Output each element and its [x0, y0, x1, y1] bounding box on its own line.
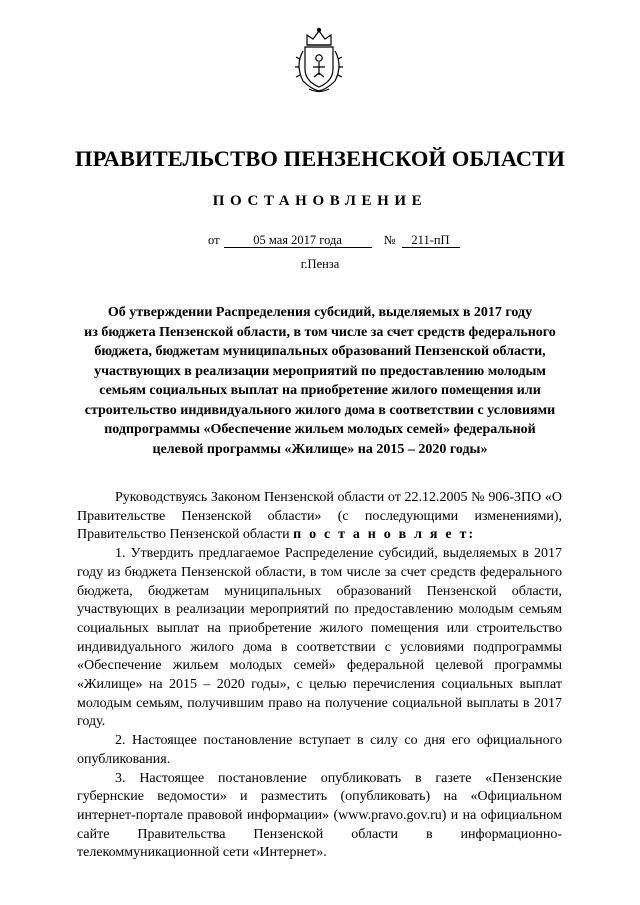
- subject-line: строительство индивидуального жилого дома в соответствии с условиями: [84, 402, 556, 418]
- government-title: ПРАВИТЕЛЬСТВО ПЕНЗЕНСКОЙ ОБЛАСТИ: [74, 146, 565, 171]
- number-sign: №: [383, 233, 396, 247]
- preamble-text: Руководствуясь Законом Пензенской области от 22.12.2005 № 906-ЗПО «О Правительстве Пензенской области» (с последующими изменениями), Правительство Пензенской области: [77, 490, 562, 543]
- subject-line: подпрограммы «Обеспечение жильем молодых семей» федеральной: [104, 422, 536, 437]
- preamble-paragraph: [77, 489, 562, 545]
- document-body: [77, 489, 562, 863]
- subject-line: целевой программы «Жилище» на 2015 – 2020 годы»: [152, 441, 488, 457]
- document-subject: [70, 303, 570, 459]
- date-prefix: от: [208, 233, 220, 247]
- coat-of-arms-icon: [293, 27, 345, 95]
- subject-line: участвующих в реализации мероприятий по предоставлению молодым: [94, 363, 546, 379]
- document-type: ПОСТАНОВЛЕНИЕ: [212, 193, 428, 209]
- document-number: 211-пП: [402, 234, 460, 248]
- decree-word: п о с т а н о в л я е т:: [293, 527, 476, 543]
- document-city: г.Пенза: [300, 257, 340, 271]
- body-paragraph-2: 2. Настоящее постановление вступает в силу со дня его официального опубликования.: [77, 733, 562, 767]
- subject-line: из бюджета Пензенской области, в том числе за счет средств федерального: [84, 324, 556, 340]
- subject-line: Об утверждении Распределения субсидий, выделяемых в 2017 году: [107, 305, 533, 320]
- document-meta: [208, 233, 460, 248]
- subject-line: бюджета, бюджетам муниципальных образований Пензенской области,: [94, 344, 546, 359]
- body-paragraph-1: 1. Утвердить предлагаемое Распределение субсидий, выделяемых в 2017 году из бюджета Пензенской области, в том числе за счет средств федерального бюджета, бюджетам муниципальных образований Пензенской области, участвующих в реализации мероприятий по предоставлению молодым семьям социальных выплат на приобретение жилого помещения или строительство индивидуального жилого дома в соответствии с условиями подпрограммы «Обеспечение жильем молодых семей» федеральной целевой программы «Жилище» на 2015 – 2020 годы», с целью перечисления социальных выплат молодым семьям, получившим право на получение социальной выплаты в 2017 году.: [77, 546, 562, 730]
- document-date: 05 мая 2017 года: [224, 234, 372, 248]
- subject-line: семьям социальных выплат на приобретение жилого помещения или: [99, 383, 541, 398]
- body-paragraph-3: 3. Настоящее постановление опубликовать в газете «Пензенские губернские ведомости» и разместить (опубликовать) на «Официальном интернет-портале правовой информации» (www.pravo.gov.ru) и на официальном сайте Правительства Пензенской области в информационно-телекоммуникационной сети «Интернет».: [77, 770, 562, 861]
